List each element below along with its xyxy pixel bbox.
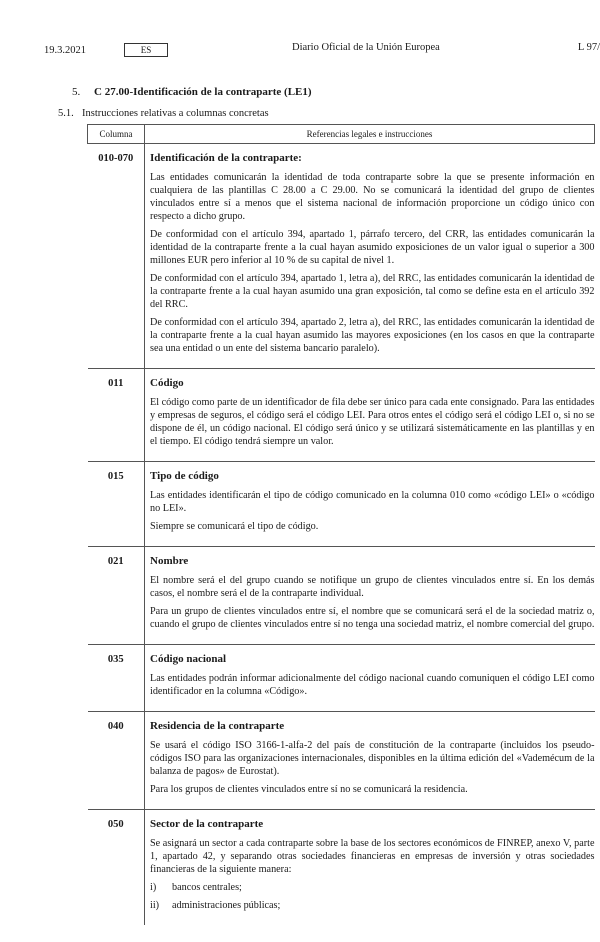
row-title: Nombre: [150, 555, 189, 567]
table-header-row: [88, 125, 595, 144]
table-row: [88, 645, 595, 712]
table-row: [88, 712, 595, 810]
list-item-text: bancos centrales;: [172, 882, 242, 893]
page-number: L 97/: [577, 42, 600, 53]
row-code: 050: [88, 810, 145, 926]
row-code: 040: [88, 712, 145, 810]
row-code: 015: [88, 462, 145, 547]
table-row: [88, 547, 595, 645]
page-header: [44, 40, 600, 60]
row-instructions: [145, 645, 595, 712]
row-paragraph: Las entidades identificarán el tipo de código comunicado en la columna 010 como «código LEI» o «código no LEI».: [150, 490, 595, 514]
row-title: Identificación de la contraparte:: [150, 152, 302, 164]
row-paragraph: Para un grupo de clientes vinculados entre sí, el nombre que se comunicará será el de la sociedad matriz o, cuando el grupo de clientes vinculados entre sí no tenga una sociedad matriz, el nombre comercial del grupo.: [150, 606, 595, 630]
row-instructions: [145, 144, 595, 369]
row-instructions: [145, 369, 595, 462]
subsection-title: Instrucciones relativas a columnas concretas: [82, 108, 269, 119]
row-title: Código: [150, 377, 184, 389]
list-item-number: i): [150, 882, 157, 893]
instructions-table: [87, 124, 595, 925]
journal-title: Diario Oficial de la Unión Europea: [292, 42, 440, 53]
row-paragraph: Para los grupos de clientes vinculados entre sí no se comunicará la residencia.: [150, 784, 468, 795]
language-badge: ES: [124, 43, 168, 57]
row-paragraph: Las entidades podrán informar adicionalmente del código nacional cuando comuniquen el código LEI como identificador en la columna «Código».: [150, 673, 595, 697]
row-title: Residencia de la contraparte: [150, 720, 285, 732]
row-title: Tipo de código: [150, 470, 219, 482]
row-code: 021: [88, 547, 145, 645]
column-header-code: Columna: [88, 125, 145, 144]
row-code: 011: [88, 369, 145, 462]
row-code: 035: [88, 645, 145, 712]
row-paragraph: Se usará el código ISO 3166-1-alfa-2 del país de constitución de la contraparte (incluidos los pseudo-códigos ISO para las organizaciones internacionales, disponibles en la última edición del «Vademécum de la balanza de pagos» de Eurostat).: [150, 740, 595, 777]
section-title: C 27.00-Identificación de la contraparte (LE1): [94, 86, 312, 98]
row-code: 010-070: [88, 144, 145, 369]
table-row: [88, 144, 595, 369]
row-paragraph: De conformidad con el artículo 394, apartado 2, letra a), del RRC, las entidades comunicarán la identidad de la contraparte frente a la cual hayan asumido las mayores exposiciones (en los casos en que la contraparte sea una entidad o un ente del sistema bancario paralelo).: [150, 317, 595, 354]
table-row: [88, 810, 595, 926]
row-title: Código nacional: [150, 653, 227, 665]
row-paragraph: El nombre será el del grupo cuando se notifique un grupo de clientes vinculados entre sí. En los demás casos, el nombre será el de la contraparte individual.: [150, 575, 595, 599]
table-row: [88, 369, 595, 462]
row-paragraph: De conformidad con el artículo 394, apartado 1, párrafo tercero, del CRR, las entidades comunicarán la identidad de la contraparte frente a la cual hayan asumido exposiciones de un valor igual o superior a 300 millones EUR pero inferior al 10 % de su capital de nivel 1.: [150, 229, 595, 266]
subsection-heading: [58, 108, 269, 119]
list-item: [150, 899, 595, 912]
row-title: Sector de la contraparte: [150, 818, 264, 830]
row-paragraph: El código como parte de un identificador de fila debe ser único para cada ente consignado. Para las entidades y empresas de seguros, el código será el código LEI. Para otros entes el código será el código LEI o, si no se dispone de él, un código nacional. El código será único y se utilizará sistemáticamente en las plantillas y en el tiempo. El código tendrá siempre un valor.: [150, 397, 595, 447]
table-row: [88, 462, 595, 547]
list-item-text: administraciones públicas;: [172, 900, 281, 911]
list-item: [150, 881, 595, 894]
row-paragraph: Las entidades comunicarán la identidad de toda contraparte sobre la que se presente información en cualquiera de las plantillas C 28.00 a C 29.00. No se comunicará la identidad del grupo de clientes vinculados entre sí a menos que el sistema nacional de información proporcione un código único con respecto a dicho grupo.: [150, 172, 595, 222]
section-number: 5.: [72, 86, 81, 98]
list-item-number: ii): [150, 900, 160, 911]
row-paragraph: De conformidad con el artículo 394, apartado 1, letra a), del RRC, las entidades comunicarán la identidad de la contraparte frente a la cual hayan asumido una gran exposición, tal como se define esta en el artículo 392 del RRC.: [150, 273, 595, 310]
column-header-instructions: Referencias legales e instrucciones: [145, 125, 595, 144]
row-instructions: [145, 810, 595, 926]
row-instructions: [145, 547, 595, 645]
publication-date: 19.3.2021: [44, 44, 86, 56]
section-heading: [72, 86, 312, 98]
row-instructions: [145, 462, 595, 547]
subsection-number: 5.1.: [58, 108, 74, 119]
row-instructions: [145, 712, 595, 810]
row-paragraph: Se asignará un sector a cada contraparte sobre la base de los sectores económicos de FINREP, anexo V, parte 1, apartado 42, y separando otras sociedades financieras en empresas de inversión y otras sociedades financieras de la siguiente manera:: [150, 838, 595, 875]
table-body: [88, 144, 595, 926]
row-paragraph: Siempre se comunicará el tipo de código.: [150, 521, 319, 532]
